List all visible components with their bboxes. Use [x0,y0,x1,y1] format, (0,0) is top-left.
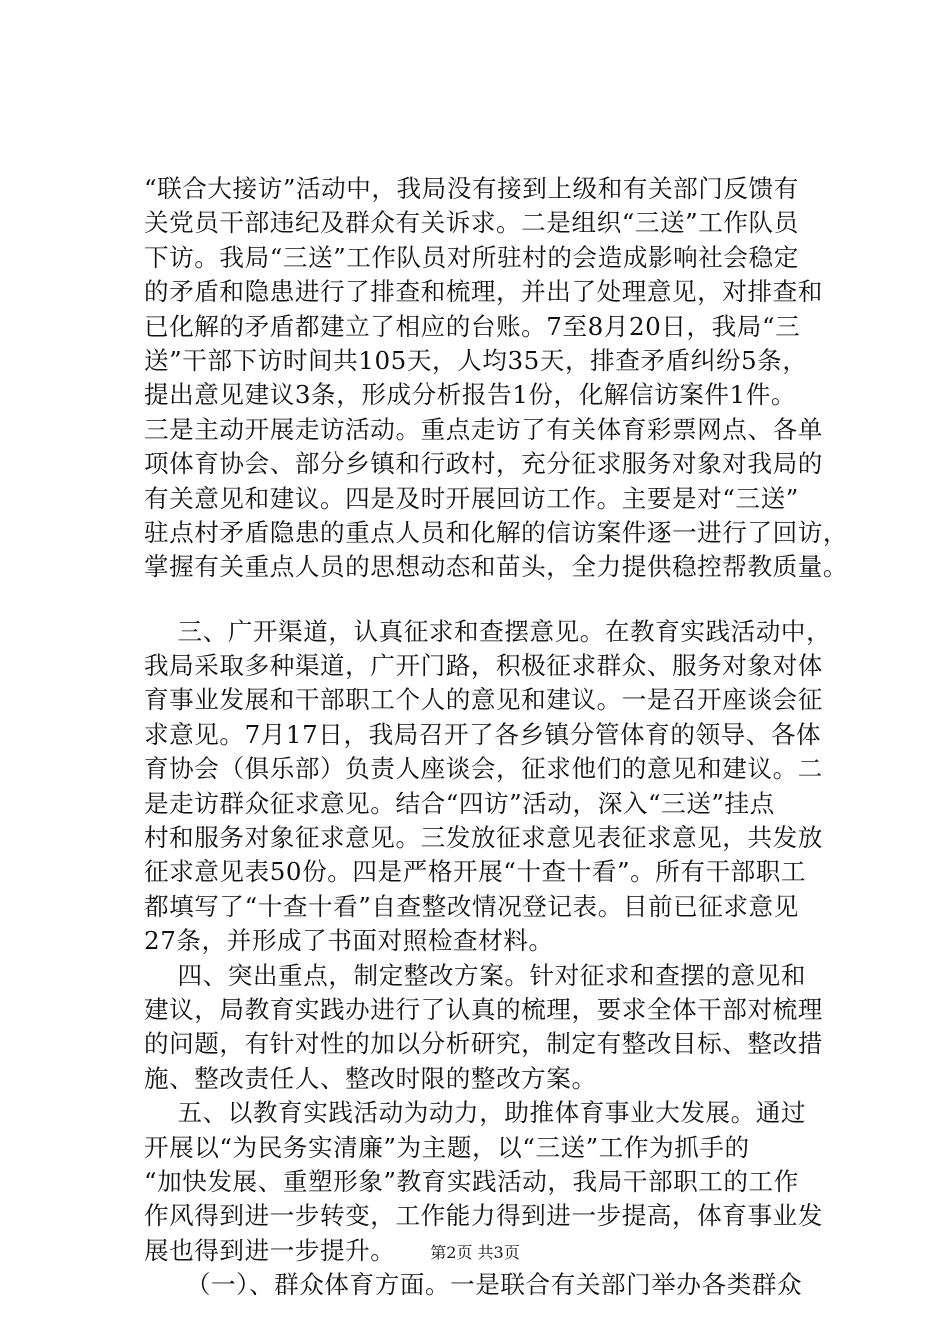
text-line: 已化解的矛盾都建立了相应的台账。7至8月20日，我局“三 [144,311,801,341]
text-line: 五、以教育实践活动为动力，助推体育事业大发展。通过 [144,1098,807,1128]
page-number: 第2页 共3页 [430,1243,520,1262]
text-line: （一）、群众体育方面。一是联合有关部门举办各类群众 [144,1270,803,1300]
text-line: 征求意见表50份。四是严格开展“十查十看”。所有干部职工 [144,857,807,887]
text-line: 是走访群众征求意见。结合“四访”活动，深入“三送”挂点 [144,788,775,818]
document-body [144,172,854,1303]
text-line: 下访。我局“三送”工作队员对所驻村的会造成影响社会稳定 [144,242,799,272]
text-line: 三、广开渠道，认真征求和查摆意见。在教育实践活动中， [144,616,832,646]
text-line: 育事业发展和干部职工个人的意见和建议。一是召开座谈会征 [144,685,823,715]
text-line: 提出意见建议3条，形成分析报告1份，化解信访案件1件。 [144,380,797,410]
page-footer [0,1243,950,1263]
text-line: “联合大接访”活动中，我局没有接到上级和有关部门反馈有 [144,174,799,203]
text-line: 村和服务对象征求意见。三发放征求意见表征求意见，共发放 [144,823,823,853]
text-line: 项体育协会、部分乡镇和行政村，充分征求服务对象对我局的 [144,449,823,479]
paragraph-5 [144,1268,854,1302]
text-line: 都填写了“十查十看”自查整改情况登记表。目前已征求意见 [144,891,799,921]
text-line: “加快发展、重塑形象”教育实践活动，我局干部职工的工作 [144,1166,799,1196]
paragraph-3 [144,959,854,1097]
paragraph-spacer [144,585,854,615]
text-line: 建议，局教育实践办进行了认真的梳理，要求全体干部对梳理 [144,994,823,1024]
text-line: 有关意见和建议。四是及时开展回访工作。主要是对“三送” [144,483,799,513]
text-line: 展也得到进一步提升。 [144,1235,396,1265]
text-line: 开展以“为民务实清廉”为主题，以“三送”工作为抓手的 [144,1132,750,1162]
text-line: 的问题，有针对性的加以分析研究，制定有整改目标、整改措 [144,1029,823,1059]
text-line: 27条，并形成了书面对照检查材料。 [144,926,554,956]
text-line: 驻点村矛盾隐患的重点人员和化解的信访案件逐一进行了回访， [144,517,849,547]
text-line: 施、整改责任人、整改时限的整改方案。 [144,1063,597,1093]
text-line: 作风得到进一步转变，工作能力得到进一步提高，体育事业发 [144,1201,823,1231]
paragraph-2 [144,615,854,959]
text-line: 求意见。7月17日，我局召开了各乡镇分管体育的领导、各体 [144,719,822,749]
text-line: 三是主动开展走访活动。重点走访了有关体育彩票网点、各单 [144,414,823,444]
paragraph-1 [144,172,854,585]
text-line: 四、突出重点，制定整改方案。针对征求和查摆的意见和 [144,960,807,990]
text-line: 我局采取多种渠道，广开门路，积极征求群众、服务对象对体 [144,651,823,681]
text-line: 育协会（俱乐部）负责人座谈会，征求他们的意见和建议。二 [144,754,823,784]
text-line: 关党员干部违纪及群众有关诉求。二是组织“三送”工作队员 [144,208,799,238]
text-line: 送”干部下访时间共105天，人均35天，排查矛盾纠纷5条， [144,345,808,375]
text-line: 的矛盾和隐患进行了排查和梳理，并出了处理意见，对排查和 [144,277,823,307]
text-line: 掌握有关重点人员的思想动态和苗头，全力提供稳控帮教质量。 [144,552,849,582]
